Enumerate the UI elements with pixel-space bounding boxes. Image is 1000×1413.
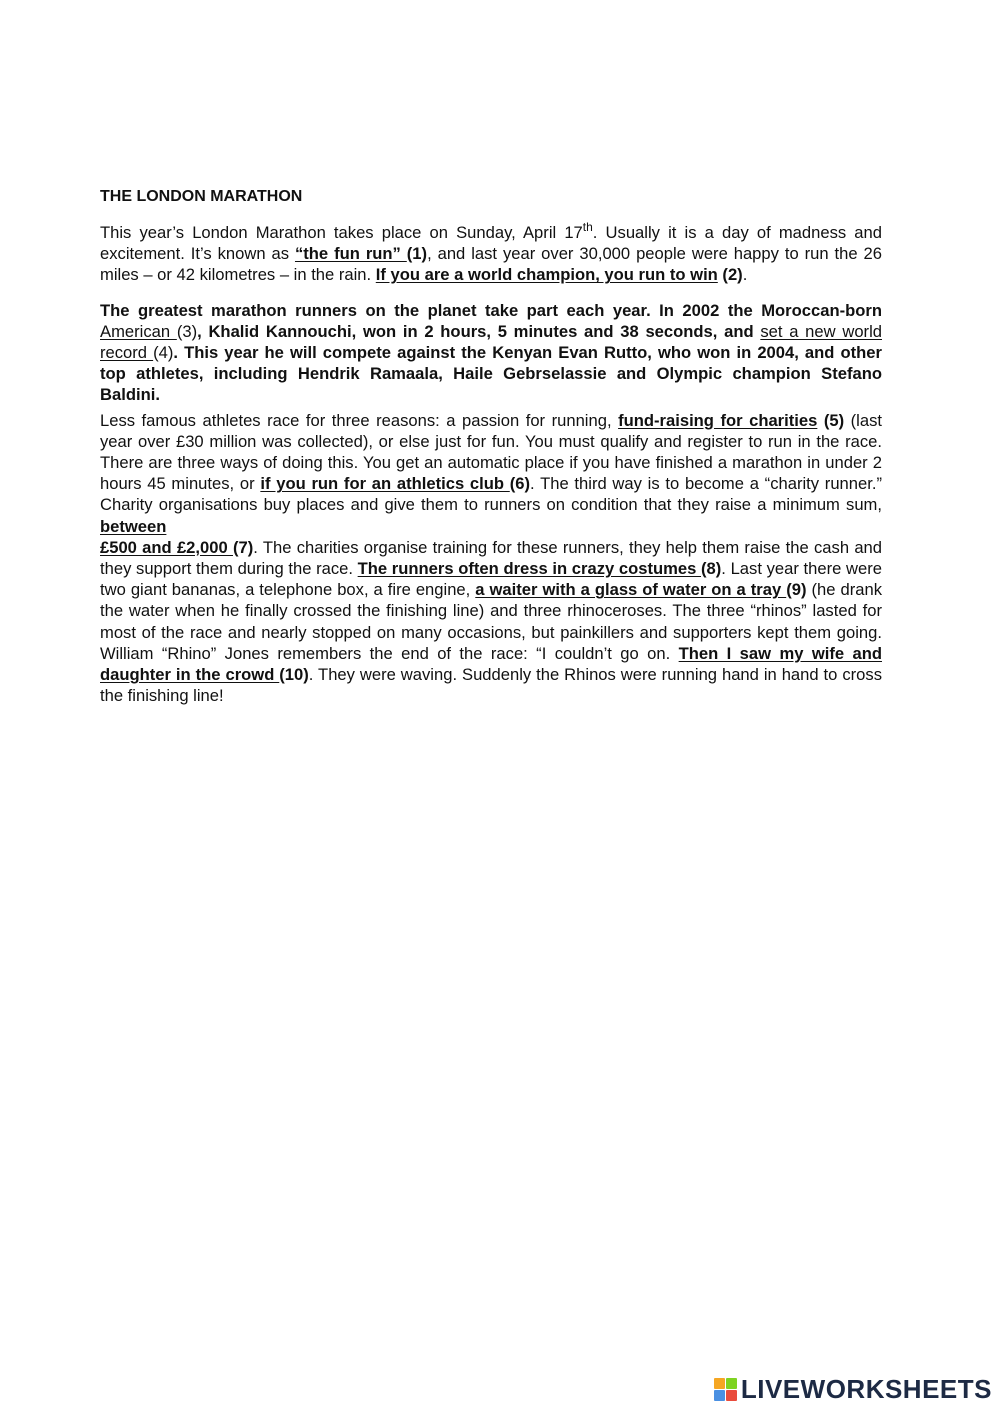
answer-9-number: (9): [786, 580, 807, 600]
p2-text-1: The greatest marathon runners on the planet take part each year. In 2002 the Moroccan-born: [100, 300, 882, 320]
answer-7-phrase-a: between: [100, 516, 167, 536]
answer-3-number: (3): [176, 321, 198, 341]
answer-10-number: (10): [279, 665, 309, 685]
p2-text-3: . This year he will compete against the Kenyan Evan Rutto, who won in 2004, and other top athletes, including Hendrik Ramaala, Haile Gebrselassie and Olympic champion Stefano Baldini.: [100, 343, 882, 405]
answer-1-number: (1): [406, 244, 428, 264]
p2-text-2: , Khalid Kannouchi, won in 2 hours, 5 minutes and 38 seconds, and: [197, 321, 761, 341]
answer-9-phrase: a waiter with a glass of water on a tray: [475, 580, 787, 600]
paragraph-2: [100, 300, 882, 406]
liveworksheets-logo-text: LIVEWORKSHEETS: [740, 1374, 992, 1404]
p1-text-1: This year’s London Marathon takes place on Sunday, April 17: [100, 223, 583, 242]
p1-text-3: , and last year over 30,000 people were happy to run the 26 miles – or 42 kilometres – in the rain.: [100, 244, 883, 285]
p3-text-2: (last year over £30 million was collected), or else just for fun. You must qualify and register to run in the race. There are three ways of doing this. You get an automatic place if you have finished a marathon in under 2 hours 45 minutes, or: [100, 410, 882, 494]
p3-text-5: . Last year there were two giant bananas, a telephone box, a fire engine,: [100, 559, 882, 600]
answer-3-phrase: American: [100, 321, 177, 341]
paragraph-1: [100, 222, 882, 286]
answer-5-number: (5): [817, 410, 845, 430]
worksheet-page: [100, 186, 882, 706]
p3-text-4: . The charities organise training for these runners, they help them raise the cash and they support them during the race.: [100, 537, 883, 579]
answer-4-number: (4): [153, 343, 174, 363]
paragraph-3: [100, 410, 882, 707]
answer-6-phrase: if you run for an athletics club: [260, 474, 510, 494]
p1-text-2: . Usually it is a day of madness and excitement. It’s known as: [100, 223, 882, 264]
answer-4-phrase: set a new world record: [100, 321, 882, 363]
p3-text-1: Less famous athletes race for three reasons: a passion for running,: [100, 410, 619, 430]
answer-2-number: (2): [717, 265, 743, 285]
answer-5-phrase: fund-raising for charities: [618, 410, 818, 430]
answer-7-number: (7): [232, 537, 254, 557]
p3-text-7: . They were waving. Suddenly the Rhinos were running hand in hand to cross the finishing line!: [100, 665, 882, 706]
answer-1-phrase: “the fun run”: [294, 244, 407, 264]
liveworksheets-logo: [714, 1374, 992, 1405]
answer-10-phrase: Then I saw my wife and daughter in the crowd: [100, 643, 882, 685]
p1-text-4: .: [742, 265, 748, 285]
document-title: THE LONDON MARATHON: [100, 188, 303, 205]
p1-superscript: th: [582, 220, 593, 234]
answer-8-phrase: The runners often dress in crazy costumes: [357, 559, 702, 579]
answer-7-phrase-b: £500 and £2,000: [100, 537, 233, 557]
answer-8-number: (8): [701, 559, 722, 579]
answer-2-phrase: If you are a world champion, you run to win: [375, 265, 718, 285]
liveworksheets-logo-icon: [714, 1378, 737, 1401]
answer-6-number: (6): [509, 474, 531, 494]
p3-text-3: . The third way is to become a “charity runner.” Charity organisations buy places and give them to runners on condition that they raise a minimum sum,: [100, 474, 882, 515]
p3-text-6: (he drank the water when he finally crossed the finishing line) and three rhinoceroses. The three “rhinos” lasted for most of the race and nearly stopped on many occasions, but painkillers and supporters kept them going. William “Rhino” Jones remembers the end of the race: “I couldn’t go on.: [100, 580, 882, 663]
